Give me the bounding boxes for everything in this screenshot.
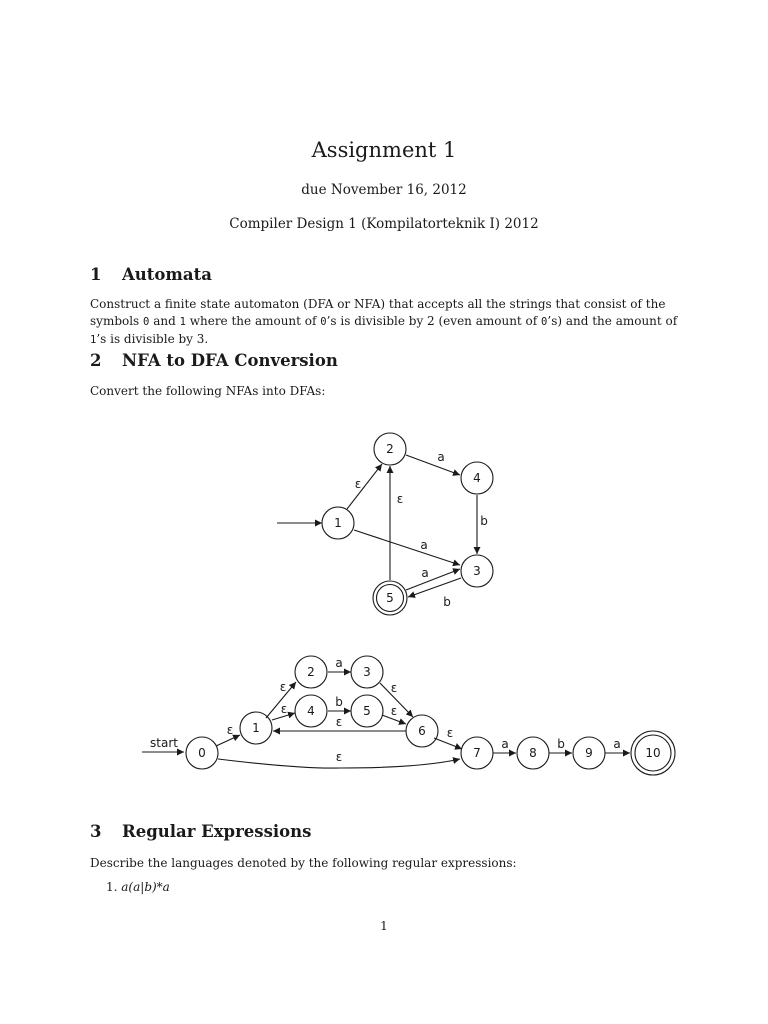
nfa2-state-label-5: 5 bbox=[363, 704, 371, 718]
document-title: Assignment 1 bbox=[311, 138, 457, 162]
due-date: due November 16, 2012 bbox=[301, 182, 467, 198]
nfa1-state-label-3: 3 bbox=[473, 564, 481, 578]
nfa2-state-label-2: 2 bbox=[307, 665, 315, 679]
nfa2-edge-label-0-1: ε bbox=[226, 723, 234, 737]
nfa2-state-label-3: 3 bbox=[363, 665, 371, 679]
nfa2-edge-label-9-10: a bbox=[613, 737, 621, 751]
s1-symbol-1: 1 bbox=[179, 316, 186, 328]
s1-symbol-0b: 0 bbox=[320, 316, 327, 328]
nfa1-edge-1-2 bbox=[347, 464, 382, 509]
nfa2-state-label-0: 0 bbox=[198, 746, 206, 760]
section-3-number: 3 bbox=[90, 822, 102, 841]
s1-symbol-1b: 1 bbox=[90, 334, 97, 346]
nfa2-edge-label-6-7: ε bbox=[446, 726, 454, 740]
nfa1-edge-3-5 bbox=[408, 578, 461, 597]
s1-text-e: ’s) and the amount of bbox=[547, 314, 678, 328]
section-1-title: Automata bbox=[122, 265, 212, 284]
nfa2-edge-label-2-3: a bbox=[335, 656, 343, 670]
section-2-title: NFA to DFA Conversion bbox=[122, 351, 338, 370]
nfa1-edge-label-2-4: a bbox=[437, 450, 445, 464]
nfa2-state-label-9: 9 bbox=[585, 746, 593, 760]
nfa2-edge-label-3-6: ε bbox=[390, 681, 398, 695]
nfa-2-labels bbox=[150, 656, 661, 764]
nfa2-start-label: start bbox=[150, 736, 178, 750]
nfa2-edge-label-1-4: ε bbox=[280, 702, 288, 716]
nfa2-edge-label-6-1: ε bbox=[335, 715, 343, 729]
course-name: Compiler Design 1 (Kompilatorteknik I) 2012 bbox=[229, 216, 539, 232]
section-3-heading bbox=[90, 822, 311, 841]
nfa2-edge-label-7-8: a bbox=[501, 737, 509, 751]
nfa2-edge-label-0-7: ε bbox=[335, 750, 343, 764]
item-1-number: 1. bbox=[106, 880, 118, 894]
nfa1-edge-label-4-3: b bbox=[480, 514, 488, 528]
nfa1-state-label-4: 4 bbox=[473, 471, 481, 485]
nfa2-edge-label-8-9: b bbox=[557, 737, 565, 751]
section-3-intro: Describe the languages denoted by the following regular expressions: bbox=[90, 856, 517, 870]
nfa1-edge-label-3-5: b bbox=[443, 595, 451, 609]
nfa2-state-label-1: 1 bbox=[252, 721, 260, 735]
nfa1-edge-2-4 bbox=[406, 455, 460, 475]
nfa1-edge-label-5-2: ε bbox=[396, 492, 404, 506]
page-number: 1 bbox=[380, 919, 388, 933]
s1-symbol-0c: 0 bbox=[541, 316, 548, 328]
nfa2-state-label-7: 7 bbox=[473, 746, 481, 760]
s1-text-a: Construct a finite state automaton (DFA or NFA) that accepts all the strings that consist of the symbols bbox=[90, 297, 666, 328]
nfa2-state-label-8: 8 bbox=[529, 746, 537, 760]
nfa1-edge-5-3 bbox=[406, 569, 460, 590]
s1-text-c: where the amount of bbox=[185, 314, 321, 328]
nfa-2 bbox=[142, 656, 675, 775]
section-2-number: 2 bbox=[90, 351, 102, 370]
s1-text-f: ’s is divisible by 3. bbox=[96, 332, 209, 346]
nfa1-edge-label-5-3: a bbox=[421, 566, 429, 580]
item-1-expression: a(a|b)*a bbox=[121, 880, 170, 894]
nfa2-state-label-10: 10 bbox=[645, 746, 661, 760]
s1-text-d: ’s is divisible by 2 (even amount of bbox=[326, 314, 542, 328]
nfa1-edge-label-1-2: ε bbox=[354, 477, 362, 491]
nfa1-state-label-2: 2 bbox=[386, 442, 394, 456]
section-3-title: Regular Expressions bbox=[122, 822, 312, 841]
nfa1-state-label-1: 1 bbox=[334, 516, 342, 530]
nfa-1 bbox=[277, 433, 493, 615]
nfa2-edge-label-5-6: ε bbox=[390, 704, 398, 718]
s1-text-b: and bbox=[149, 314, 180, 328]
nfa2-state-label-4: 4 bbox=[307, 704, 315, 718]
nfa2-edge-label-1-2: ε bbox=[279, 680, 287, 694]
nfa2-edge-label-4-5: b bbox=[335, 695, 343, 709]
nfa1-edge-label-1-3: a bbox=[420, 538, 428, 552]
section-1-number: 1 bbox=[90, 265, 102, 284]
nfa1-state-label-5: 5 bbox=[386, 591, 394, 605]
section-2-intro: Convert the following NFAs into DFAs: bbox=[90, 384, 326, 398]
section-3-item-1 bbox=[106, 879, 706, 896]
nfa2-state-label-6: 6 bbox=[418, 724, 426, 738]
s1-symbol-0: 0 bbox=[143, 316, 150, 328]
nfa1-edge-1-3 bbox=[354, 530, 460, 565]
